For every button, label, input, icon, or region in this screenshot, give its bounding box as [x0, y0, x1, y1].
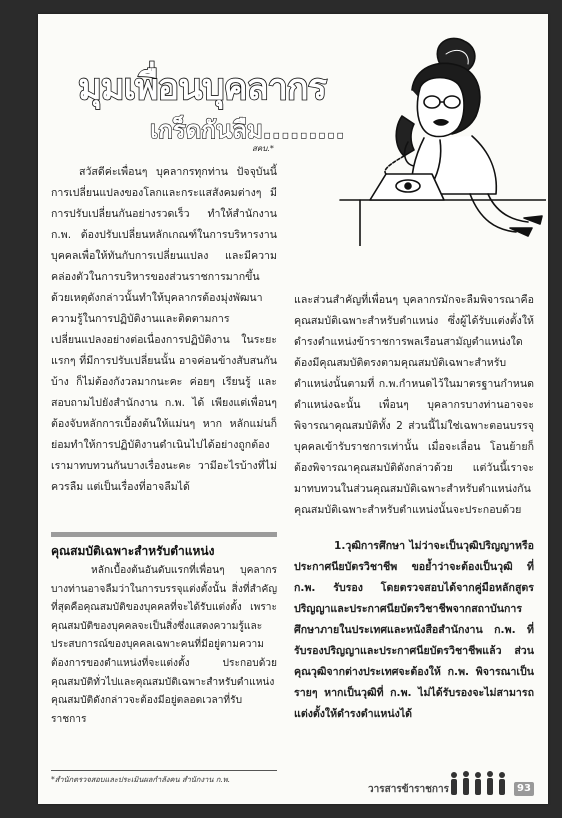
author-credit: สคบ.*: [252, 144, 274, 153]
page-title: มุมเพื่อนบุคลากร: [78, 67, 327, 108]
section-divider: [51, 532, 277, 537]
section-paragraph: หลักเบื้องต้นอันดับแรกที่เพื่อนๆ บุคลากรบางท่านอาจลืมว่าในการบรรจุแต่งตั้งนั้น สิ่งที่สำคัญที่สุดคือคุณสมบัติของบุคคลที่จะได้รับแต่งตั้ง เพราะคุณสมบัติของบุคคลจะเป็นสิ่งซึ่งแสดงความรู้และประสบการณ์ของบุคคลเฉพาะคนที่มีอยู่ตามความต้องการของตำแหน่งที่จะแต่งตั้ง ประกอบด้วยคุณสมบัติทั่วไปและคุณสมบัติเฉพาะสำหรับตำแหน่ง คุณสมบัติดังกล่าวจะต้องมีอยู่ตลอดเวลาที่รับราชการ: [51, 565, 277, 725]
footnote-divider: [51, 770, 277, 771]
intro-paragraph: สวัสดีค่ะเพื่อนๆ บุคลากรทุกท่าน ปัจจุบันนี้การเปลี่ยนแปลงของโลกและกระแสสังคมต่างๆ มีการปรับเปลี่ยนกันอย่างรวดเร็ว ทำให้สำนักงาน ก.พ. ต้องปรับเปลี่ยนหลักเกณฑ์ในการบริหารงานบุคคลเพื่อให้ทันกับการเปลี่ยนแปลง และมีความคล่องตัวในการบริหารของส่วนราชการมากขึ้น ด้วยเหตุดังกล่าวนั้นทำให้บุคลากรต้องมุ่งพัฒนาความรู้ในการปฏิบัติงานและติดตามการเปลี่ยนแปลงอย่างต่อเนื่องการปฏิบัติงาน ในระยะแรกๆ ที่มีการปรับเปลี่ยนนั้น อาจค่อนข้างสับสนกันบ้าง ก็ไม่ต้องกังวลมากนะคะ ค่อยๆ เรียนรู้ และสอบถามไปยังสำนักงาน ก.พ. ได้ เพียงแต่เพื่อนๆ ต้องจับหลักการเบื้องต้นให้แม่นๆ หาก หลักแม่นก็ย่อมทำให้การปฏิบัติงานดำเนินไปได้อย่างถูกต้อง เรามาทบทวนกันบางเรื่องนะคะ วามีอะไรบ้างที่ไม่ควรลืม แต่เป็นเรื่องที่อาจลืมได้: [51, 166, 277, 493]
section-heading: คุณสมบัติเฉพาะสำหรับตำแหน่ง: [51, 544, 215, 558]
education-qualification-paragraph: 1.วุฒิการศึกษา ไม่ว่าจะเป็นวุฒิปริญญาหรือประกาศนียบัตรวิชาชีพ ขอย้ำว่าจะต้องเป็นวุฒิ ที่ ก.พ. รับรอง โดยตรวจสอบได้จากคู่มือหลักสูตรปริญญาและประกาศนียบัตรวิชาชีพจากสถาบันการศึกษาภายในประเทศและหนังสือสำนักงาน ก.พ. ที่รับรองปริญญาและประกาศนียบัตรวิชาชีพแล้ว ส่วนคุณวุฒิจากต่างประเทศจะต้องให้ ก.พ. พิจารณาเป็นรายๆ หากเป็นวุฒิที่ ก.พ. ไม่ได้รับรองจะไม่สามารถแต่งตั้งให้ดำรงตำแหน่งได้: [294, 540, 534, 720]
page-subtitle: เกร็ดกันลืม.........: [150, 116, 345, 144]
magazine-page: [38, 14, 548, 804]
journal-name: วารสารข้าราชการ: [368, 784, 449, 795]
page-number: 93: [514, 782, 534, 796]
woman-on-phone-illustration: [320, 24, 546, 246]
column-two-paragraph: และส่วนสำคัญที่เพื่อนๆ บุคลากรมักจะลืมพิจารณาคือคุณสมบัติเฉพาะสำหรับตำแหน่ง ซึ่งผู้ได้รับแต่งตั้งให้ดำรงตำแหน่งข้าราชการพลเรือนสามัญตำแหน่งใดต้องมีคุณสมบัติตรงตามคุณสมบัติเฉพาะสำหรับตำแหน่งนั้นตามที่ ก.พ.กำหนดไว้ในมาตรฐานกำหนดตำแหน่งฉะนั้น เพื่อนๆ บุคลากรบางท่านอาจจะพิจารณาคุณสมบัติทั้ง 2 ส่วนนี้ไม่ใช่เฉพาะตอนบรรจุบุคคลเข้ารับราชการเท่านั้น เมื่อจะเลื่อน โอนย้ายก็ต้องพิจารณาคุณสมบัติดังกล่าวด้วย แต่วันนี้เราจะมาทบทวนในส่วนคุณสมบัติเฉพาะสำหรับตำแหน่งกัน คุณสมบัติเฉพาะสำหรับตำแหน่งนั้นจะประกอบด้วย: [294, 294, 534, 516]
footnote: *สำนักตรวจสอบและประเมินผลกำลังคน สำนักงาน ก.พ.: [51, 775, 231, 784]
